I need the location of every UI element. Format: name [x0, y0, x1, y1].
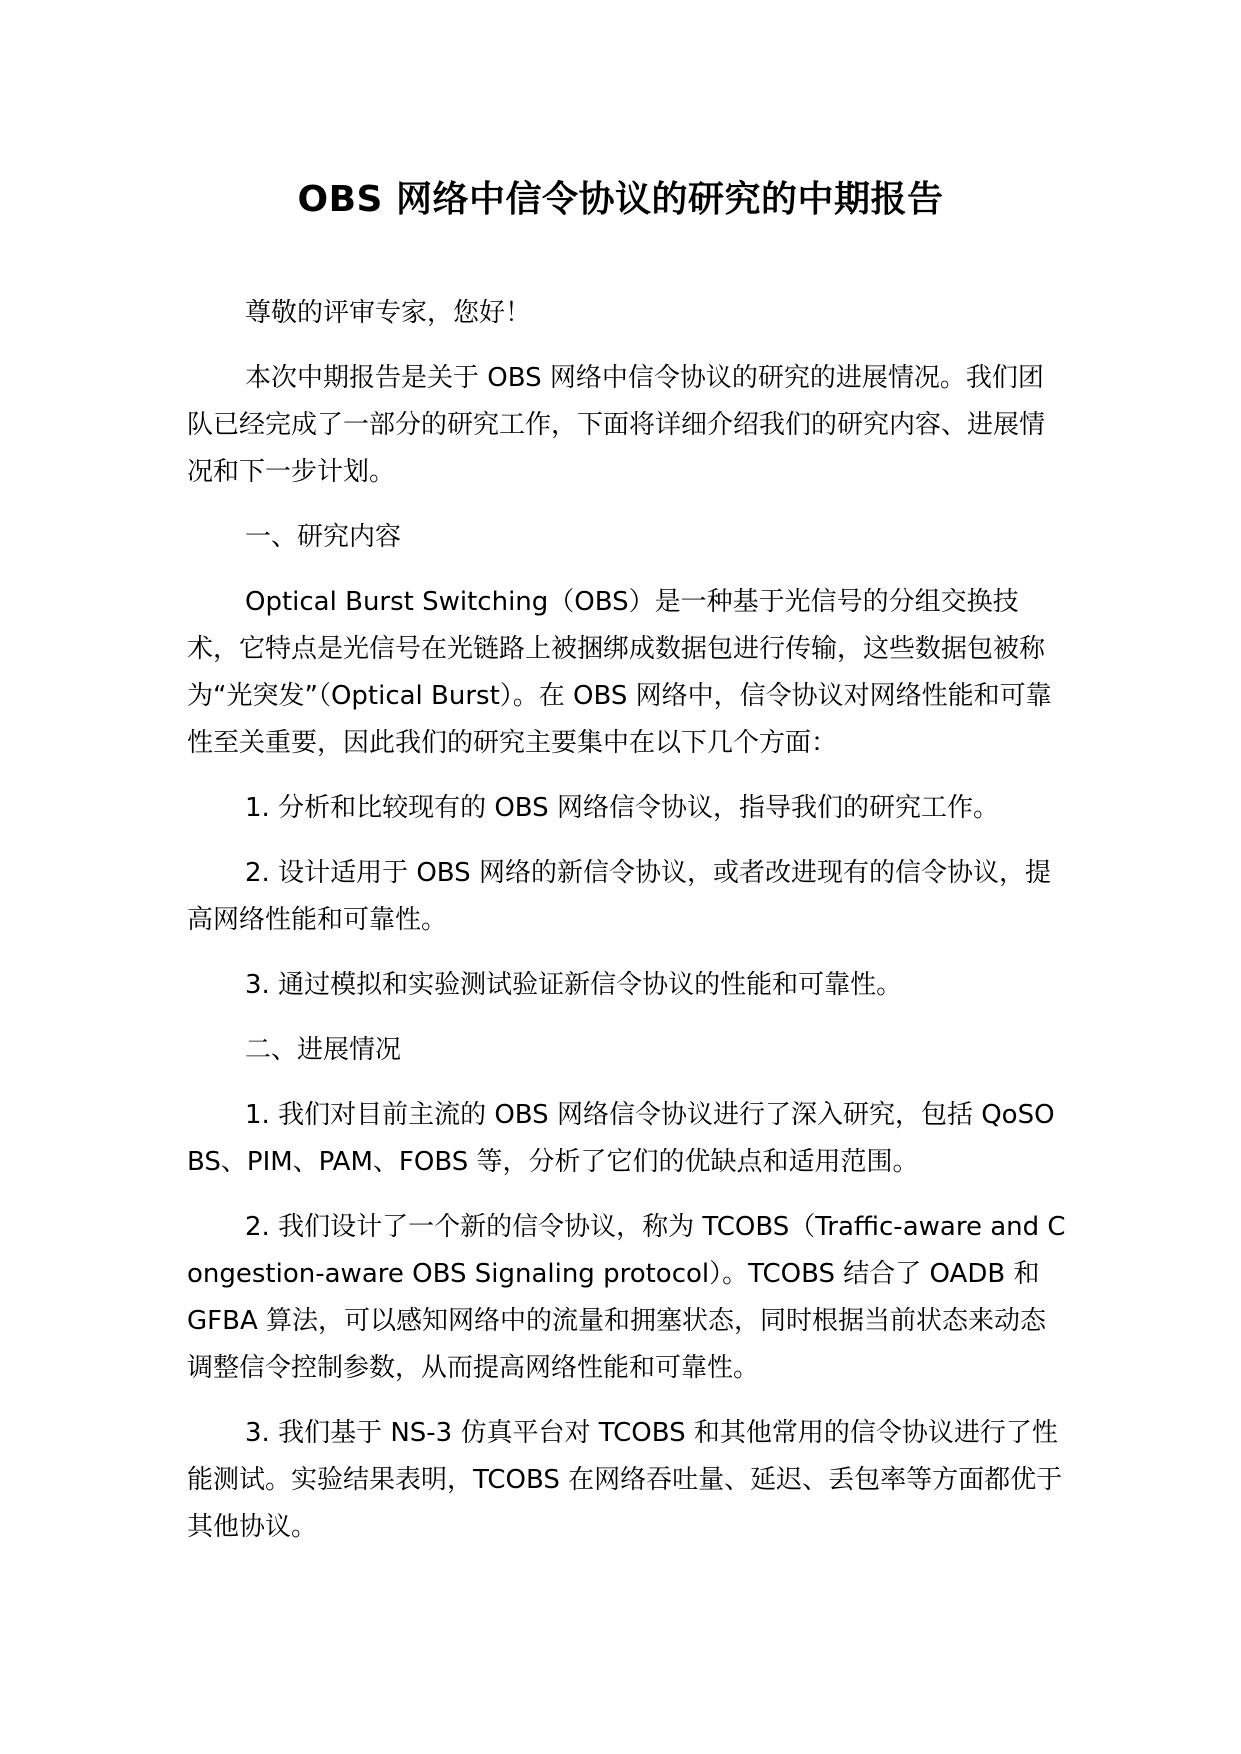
section-heading-research-content: 一、研究内容 — [245, 522, 402, 552]
list-item-progress-2: 2. 我们设计了一个新的信令协议，称为 TCOBS（Traffic-aware and Congestion-aware OBS Signaling protocol）。TCOBS 结合了 OADB 和 GFBA 算法，可以感知网络中的流量和拥塞状态，同时根据当前状态来动态调整信令控制参数，从而提高网络性能和可靠性。 — [187, 1212, 1066, 1383]
list-item-research-3: 3. 通过模拟和实验测试验证新信令协议的性能和可靠性。 — [245, 970, 903, 1000]
page-title: OBS 网络中信令协议的研究的中期报告 — [297, 179, 944, 220]
list-item-progress-1: 1. 我们对目前主流的 OBS 网络信令协议进行了深入研究，包括 QoSOBS、PIM、PAM、FOBS 等，分析了它们的优缺点和适用范围。 — [187, 1100, 1055, 1177]
paragraph-intro: 本次中期报告是关于 OBS 网络中信令协议的研究的进展情况。我们团队已经完成了一部分的研究工作，下面将详细介绍我们的研究内容、进展情况和下一步计划。 — [187, 363, 1046, 487]
section-heading-progress: 二、进展情况 — [245, 1035, 402, 1065]
list-item-progress-3: 3. 我们基于 NS-3 仿真平台对 TCOBS 和其他常用的信令协议进行了性能测试。实验结果表明，TCOBS 在网络吞吐量、延迟、丢包率等方面都优于其他协议。 — [187, 1418, 1063, 1542]
list-item-research-2: 2. 设计适用于 OBS 网络的新信令协议，或者改进现有的信令协议，提高网络性能和可靠性。 — [187, 858, 1051, 935]
paragraph-greeting: 尊敬的评审专家，您好！ — [245, 298, 532, 328]
paragraph-obs-description: Optical Burst Switching（OBS）是一种基于光信号的分组交换技术，它特点是光信号在光链路上被捆绑成数据包进行传输，这些数据包被称为“光突发”（Optical Burst）。在 OBS 网络中，信令协议对网络性能和可靠性至关重要，因此我们的研究主要集中在以下几个方面： — [187, 587, 1052, 758]
list-item-research-1: 1. 分析和比较现有的 OBS 网络信令协议，指导我们的研究工作。 — [245, 793, 999, 823]
document-body — [187, 290, 1067, 1569]
